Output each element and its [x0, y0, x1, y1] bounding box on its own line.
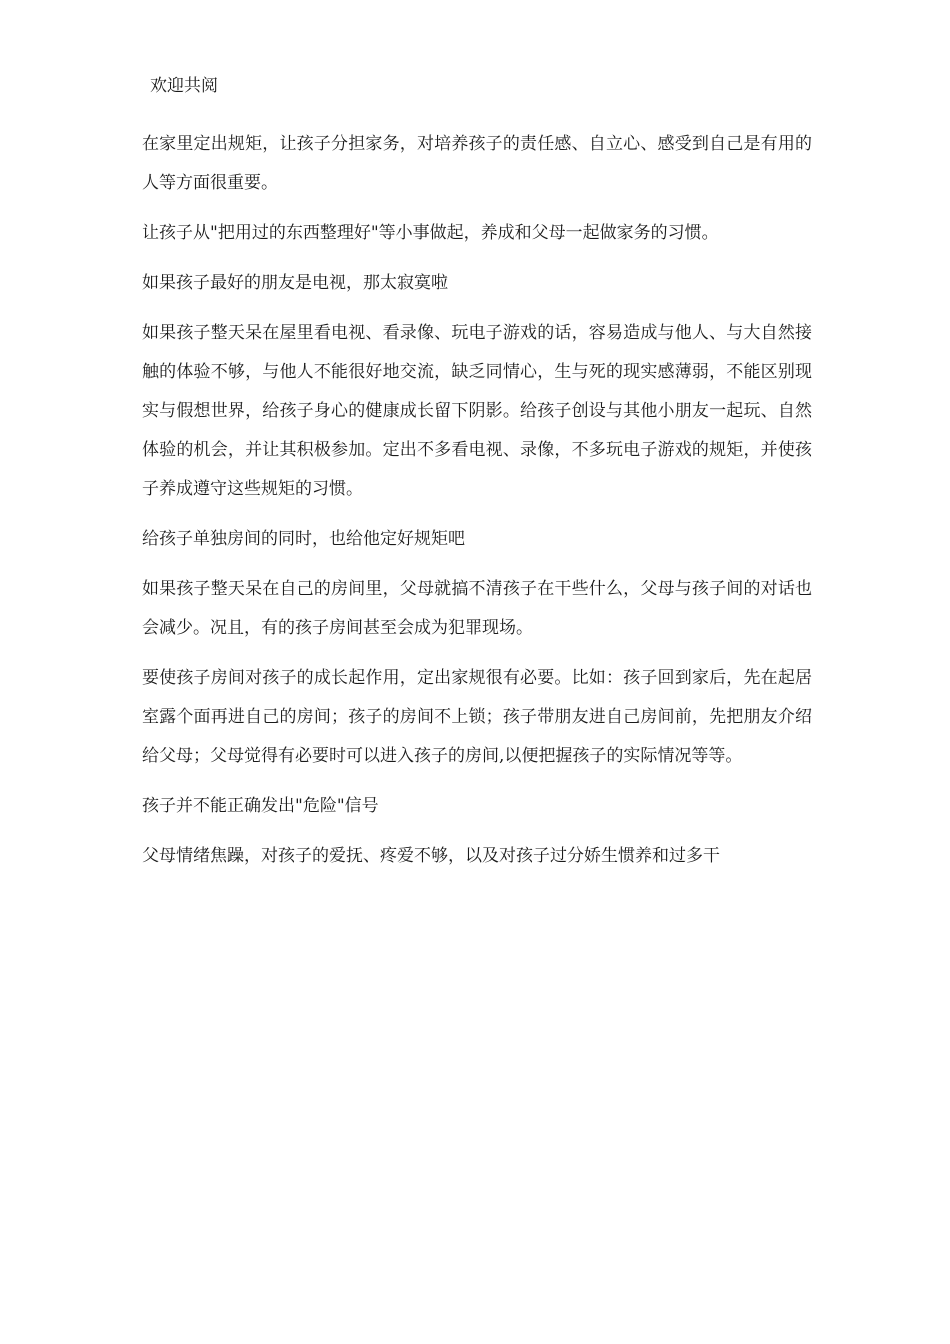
- section-heading-danger: 孩子并不能正确发出"危险"信号: [142, 796, 379, 816]
- paragraph-tidy-habit: 让孩子从"把用过的东西整理好"等小事做起，养成和父母一起做家务的习惯。: [142, 223, 719, 243]
- paragraph-room-rules: 要使孩子房间对孩子的成长起作用，定出家规很有必要。比如：孩子回到家后，先在起居室露个面再进自己的房间；孩子的房间不上锁；孩子带朋友进自己房间前，先把朋友介绍给父母；父母觉得有必要时可以进入孩子的房间,以便把握孩子的实际情况等等。: [142, 668, 812, 766]
- section-heading-room: 给孩子单独房间的同时，也给他定好规矩吧: [142, 529, 465, 549]
- section-heading-tv: 如果孩子最好的朋友是电视，那太寂寞啦: [142, 273, 448, 293]
- paragraph-room: 如果孩子整天呆在自己的房间里，父母就搞不清孩子在干些什么，父母与孩子间的对话也会减少。况且，有的孩子房间甚至会成为犯罪现场。: [142, 579, 812, 638]
- paragraph-danger: 父母情绪焦躁，对孩子的爱抚、疼爱不够，以及对孩子过分娇生惯养和过多干: [142, 846, 720, 866]
- paragraph-chores: 在家里定出规矩，让孩子分担家务，对培养孩子的责任感、自立心、感受到自己是有用的人等方面很重要。: [142, 134, 812, 193]
- paragraph-tv: 如果孩子整天呆在屋里看电视、看录像、玩电子游戏的话，容易造成与他人、与大自然接触的体验不够，与他人不能很好地交流，缺乏同情心，生与死的现实感薄弱，不能区别现实与假想世界，给孩子身心的健康成长留下阴影。给孩子创设与其他小朋友一起玩、自然体验的机会，并让其积极参加。定出不多看电视、录像，不多玩电子游戏的规矩，并使孩子养成遵守这些规矩的习惯。: [142, 323, 812, 499]
- page-header: 欢迎共阅: [150, 76, 218, 96]
- document-body: [142, 125, 812, 887]
